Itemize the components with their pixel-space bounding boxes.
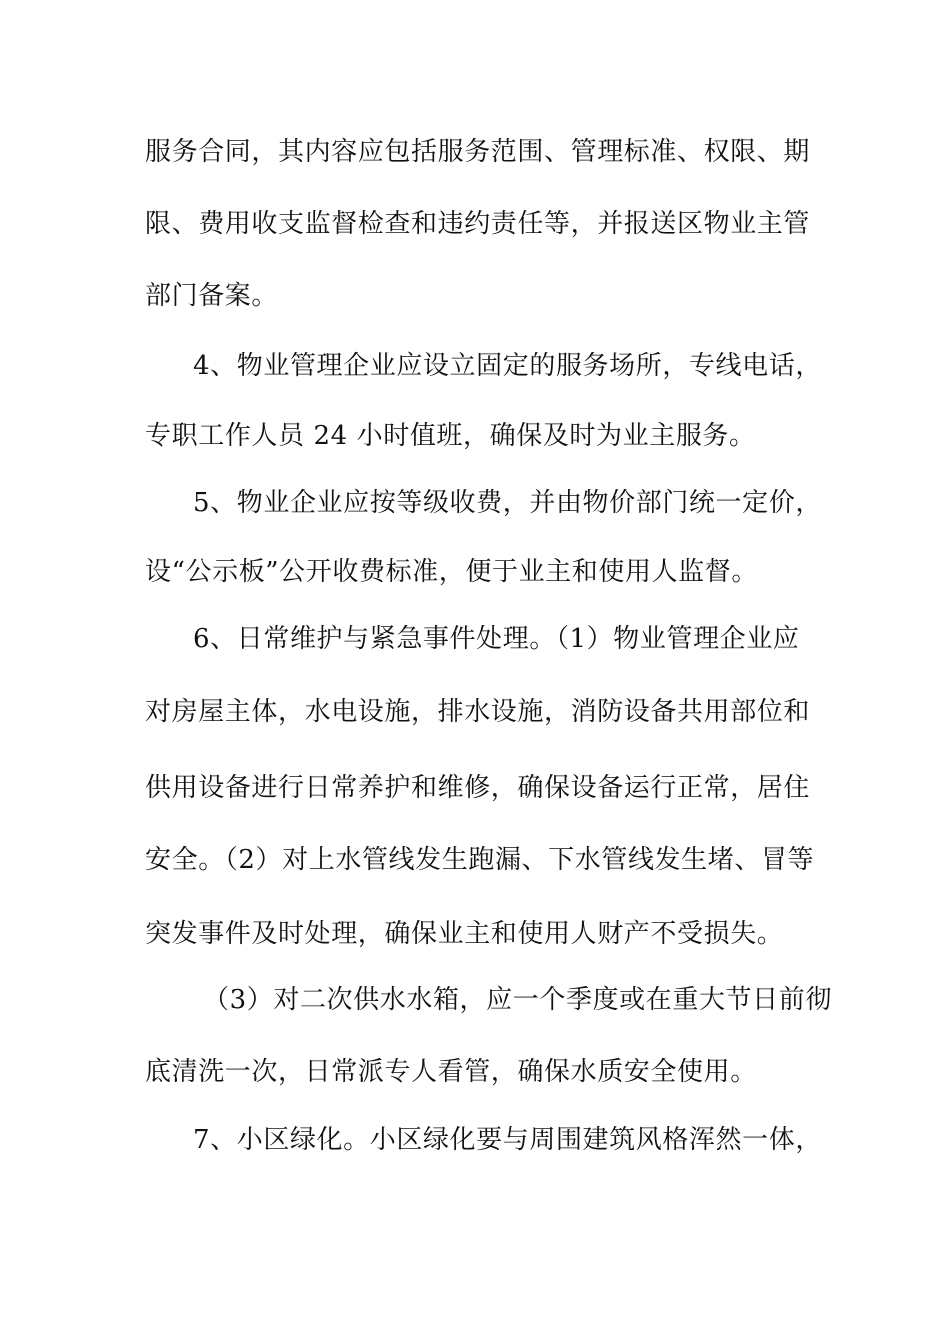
text-line: 专职工作人员 24 小时值班，确保及时为业主服务。 [145,421,756,451]
text-line: 突发事件及时处理，确保业主和使用人财产不受损失。 [145,919,784,949]
text-line: 安全。（2）对上水管线发生跑漏、下水管线发生堵、冒等 [145,845,815,875]
paragraph-6-start: 6、日常维护与紧急事件处理。（1）物业管理企业应 [193,624,800,654]
paragraph-4-start: 4、物业管理企业应设立固定的服务场所，专线电话， [193,351,822,381]
paragraph-7-start: 7、小区绿化。小区绿化要与周围建筑风格浑然一体， [193,1125,822,1155]
text-line: 部门备案。 [145,281,279,311]
text-line: 限、费用收支监督检查和违约责任等，并报送区物业主管 [145,209,811,239]
text-line: 设“公示板”公开收费标准，便于业主和使用人监督。 [145,557,758,587]
text-line: 底清洗一次，日常派专人看管，确保水质安全使用。 [145,1057,757,1087]
text-line: 供用设备进行日常养护和维修，确保设备运行正常，居住 [145,773,811,803]
text-line: 服务合同，其内容应包括服务范围、管理标准、权限、期 [145,137,811,167]
text-line: 对房屋主体，水电设施，排水设施，消防设备共用部位和 [145,697,811,727]
subitem-3-start: （3）对二次供水水箱，应一个季度或在重大节日前彻 [203,985,832,1015]
paragraph-5-start: 5、物业企业应按等级收费，并由物价部门统一定价， [193,488,822,518]
